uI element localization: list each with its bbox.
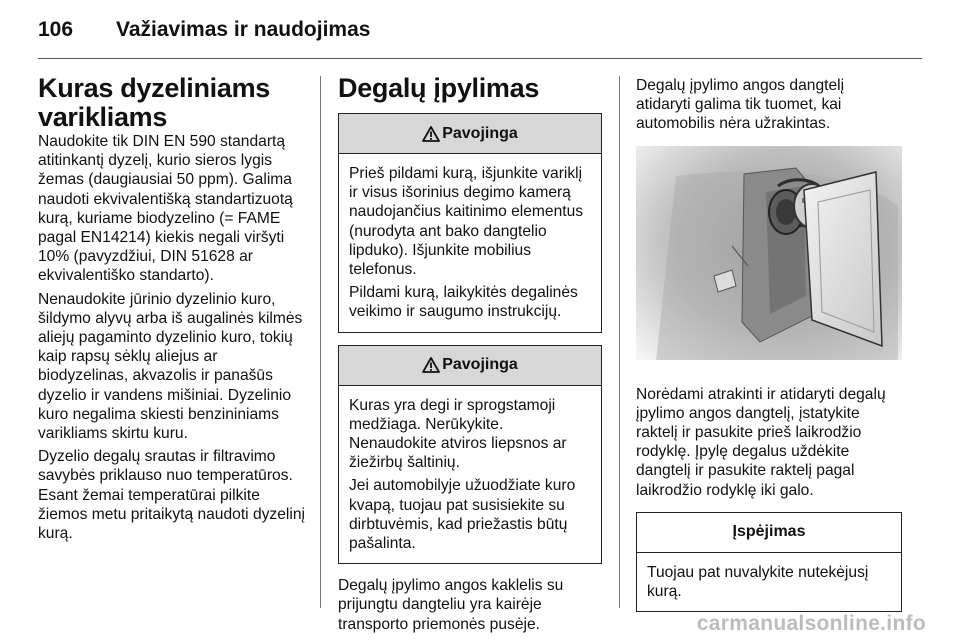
page-header [38,18,370,42]
paragraph: Prieš pildami kurą, išjunkite variklį ir visus išorinius degimo kamerą naudojančius kaitinimo elementus (nurodyta ant bako dangtelio lipduko). Išjunkite mobilius telefonus. [349,165,584,279]
paragraph: Pildami kurą, laikykitės degalinės veikimo ir saugumo instrukcijų. [349,284,578,321]
paragraph: Degalų įpylimo angos kaklelis su prijungtu dangteliu yra kairėje transporto priemonės pusėje. [338,577,564,633]
warning-triangle-icon [422,126,440,142]
column-diesel-fuel [38,74,306,547]
caution-box-header [637,513,901,553]
column-divider-2 [619,76,620,608]
fuel-filler-flap-illustration [636,146,902,360]
column-divider-1 [320,76,321,608]
caution-box-label: Įspėjimas [732,523,806,541]
page-number: 106 [38,18,74,41]
paragraph: Jei automobilyje užuodžiate kuro kvapą, tuojau pat susisiekite su dirbtuvėmis, kad priežastis būtų pašalinta. [349,477,576,553]
danger-box-label: Pavojinga [442,124,518,142]
paragraph: Nenaudokite jūrinio dyzelinio kuro, šildymo alyvų arba iš augalinės kilmės aliejų pagaminto dyzelinio kuro, tokių kaip rapsų sėklų aliejus ar biodyzelinas, akvazolis ir panašūs dyzelio ir vandens mišiniai. Dyzelinio kuro negalima skiesti benzininiams varikliams skirtu kuru. [38,290,303,443]
caution-box [636,512,902,612]
section-heading-refuelling: Degalų įpylimas [338,73,540,103]
danger-box [338,345,602,565]
paragraph: Norėdami atrakinti ir atidaryti degalų įpylimo angos dangtelį, įstatykite raktelį ir pasukite prieš laikrodžio rodyklę. Įpylę degalus uždėkite dangtelį ir pasukite raktelį pagal laikrodžio rodyklę iki galo. [636,385,886,499]
caution-box-body [637,553,901,611]
header-rule [38,58,922,59]
paragraph: Tuojau pat nuvalykite nutekėjusį kurą. [647,563,869,601]
danger-box-header [339,114,601,154]
watermark: carmanualsonline.info [696,612,926,635]
page-section-title: Važiavimas ir naudojimas [116,18,371,41]
danger-box-body [339,154,601,332]
paragraph: Naudokite tik DIN EN 590 standartą atitinkantį dyzelį, kurio sieros lygis žemas (daugiausiai 50 ppm). Galima naudoti ekvivalentišką standartizuotą kurą, kuriame biodyzelino (= FAME pagal EN14214) kiekis negali viršyti 10% (pavyzdžiui, DIN 51628 ar ekvivalentiško standarto). [38,133,293,285]
warning-triangle-icon [422,357,440,373]
paragraph: Degalų įpylimo angos dangtelį atidaryti galima tik tuomet, kai automobilis nėra užrakintas. [636,77,845,133]
column-refuelling [338,74,602,638]
section-heading-diesel: Kuras dyzeliniams varikliams [38,73,270,132]
paragraph: Kuras yra degi ir sprogstamoji medžiaga. Nerūkykite. Nenaudokite atviros liepsnos ar žiežirbų šaltinių. [349,396,567,472]
danger-box-body [339,386,601,564]
column-fuel-flap [636,76,902,624]
danger-box [338,113,602,333]
paragraph: Dyzelio degalų srautas ir filtravimo savybės priklauso nuo temperatūros. Esant žemai temperatūrai pilkite žiemos metu pritaikytą naudoti dyzelinį kurą. [38,448,305,543]
danger-box-label: Pavojinga [442,356,518,374]
danger-box-header [339,346,601,386]
